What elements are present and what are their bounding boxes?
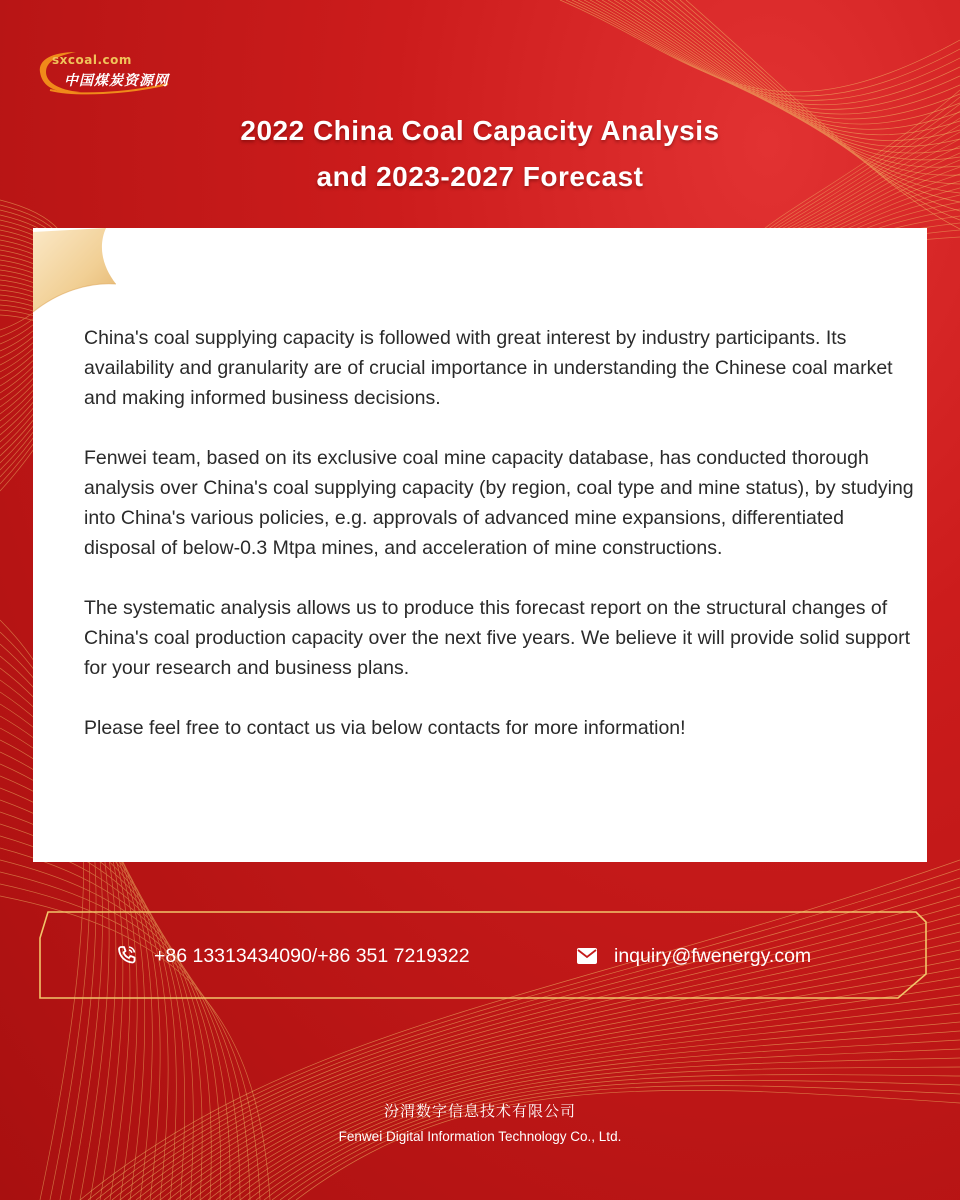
description-body	[84, 323, 914, 773]
email-link[interactable]: inquiry@fwenergy.com	[614, 945, 812, 967]
logo-name-cn: 中国煤炭资源网	[64, 73, 169, 89]
company-name-en: Fenwei Digital Information Technology Co., Ltd.	[338, 1129, 622, 1144]
mail-icon	[577, 948, 597, 964]
sxcoal-logo[interactable]	[36, 50, 186, 96]
paragraph-forecast: The systematic analysis allows us to produce this forecast report on the structural changes of China's coal production capacity over the next five years. We believe it will provide solid support for your research and business plans.	[84, 597, 911, 679]
title-line-1: 2022 China Coal Capacity Analysis	[240, 115, 720, 146]
company-name-cn: 汾渭数字信息技术有限公司	[383, 1102, 576, 1120]
page-curl-decoration	[28, 226, 120, 316]
page-title	[0, 108, 960, 200]
logo-domain: sxcoal.com	[52, 53, 132, 67]
paragraph-contact-invite: Please feel free to contact us via below contacts for more information!	[84, 717, 686, 739]
paragraph-method: Fenwei team, based on its exclusive coal mine capacity database, has conducted thorough analysis over China's coal supplying capacity (by region, coal type and mine status), by studying into China's various policies, e.g. approvals of advanced mine expansions, differentiated disposal of below-0.3 Mtpa mines, and acceleration of mine constructions.	[84, 447, 914, 559]
phone-icon	[116, 944, 138, 966]
paragraph-intro: China's coal supplying capacity is followed with great interest by industry participants. Its availability and granularity are of crucial importance in understanding the Chinese coal market and making informed business decisions.	[84, 327, 893, 409]
phone-number-link[interactable]: +86 13313434090/+86 351 7219322	[154, 945, 470, 967]
title-line-2: and 2023-2027 Forecast	[316, 161, 644, 192]
